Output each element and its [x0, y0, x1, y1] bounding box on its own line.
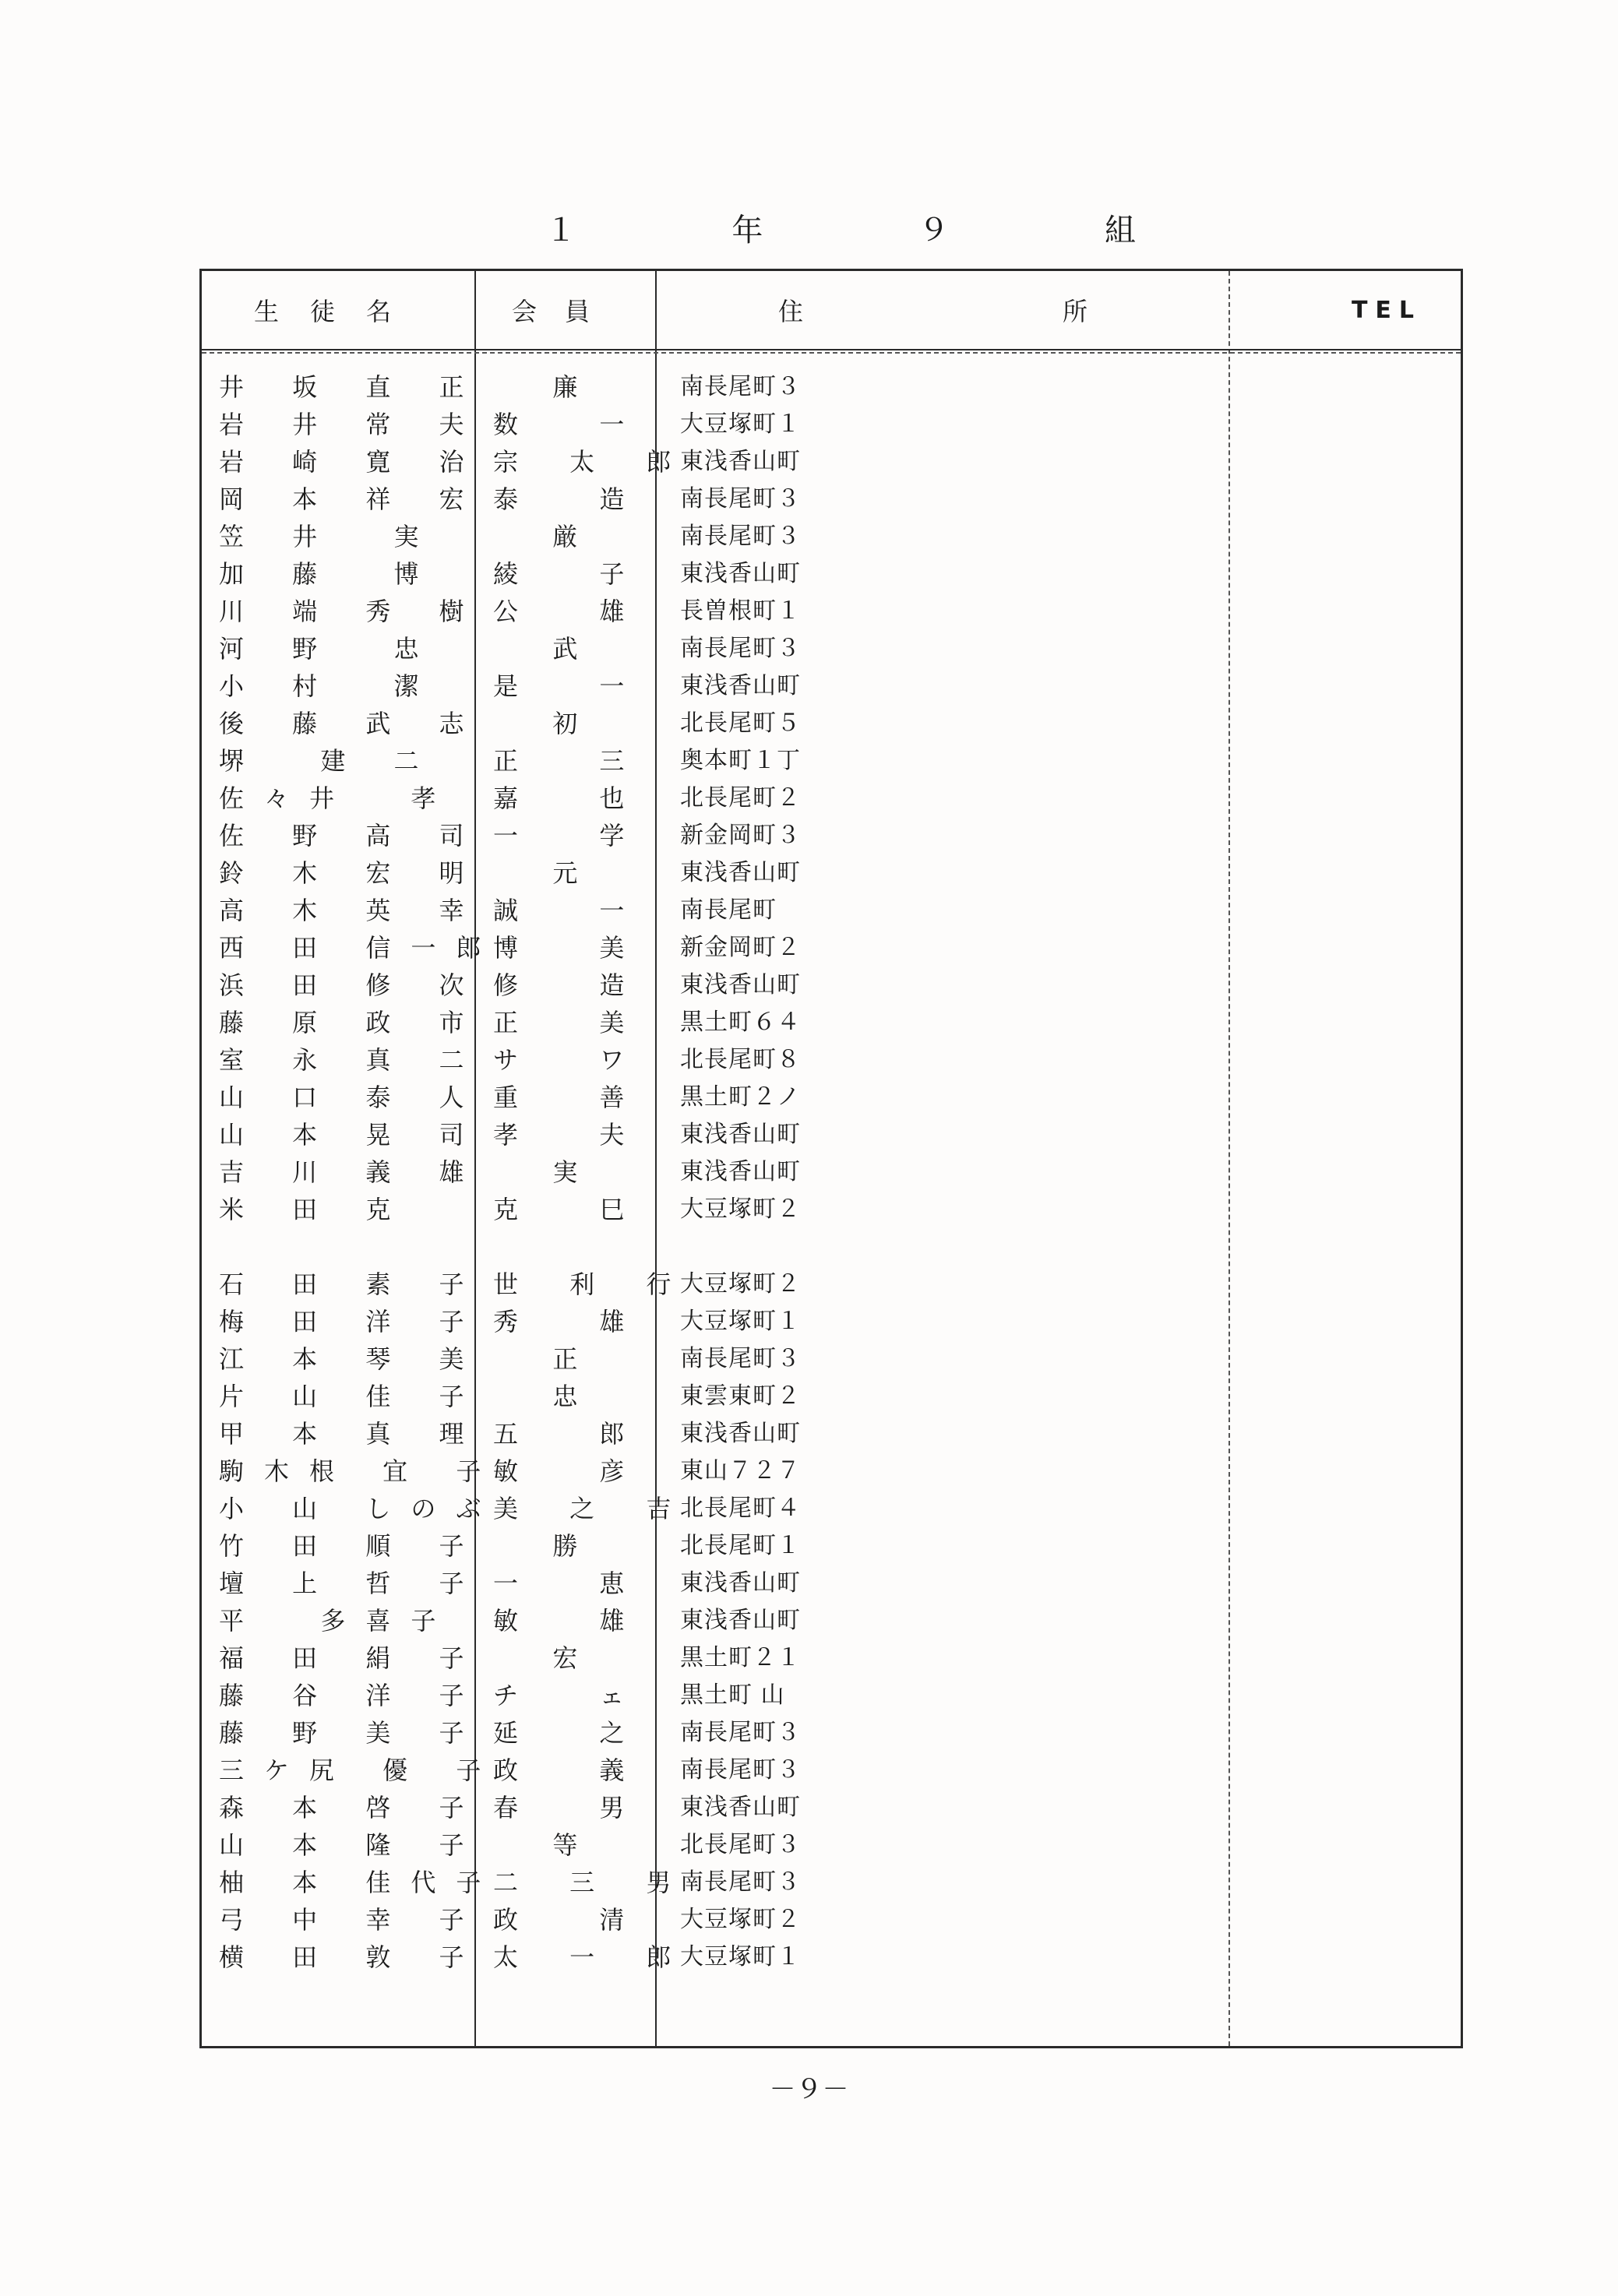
title-year-char: 年 [731, 212, 765, 248]
address: 東浅香山町 [680, 448, 801, 475]
address: 大豆塚町２ [680, 1196, 801, 1223]
member-name: 等 [493, 1830, 629, 1860]
student-name: 壇 上 哲 子 [219, 1569, 485, 1598]
address: 東浅香山町 [680, 859, 801, 886]
header-tel: TEL [1351, 296, 1422, 324]
table-row [202, 854, 1461, 892]
title-class-char: 組 [1104, 212, 1137, 248]
member-name: チ ェ [493, 1681, 647, 1710]
student-name: 井 坂 直 正 [219, 372, 485, 402]
member-name: 太 一 郎 [493, 1942, 693, 1972]
address: 東浅香山町 [680, 1420, 801, 1447]
address: 北長尾町８ [680, 1046, 801, 1073]
table-row [202, 1004, 1461, 1041]
student-name: 平 多喜子 [219, 1606, 456, 1636]
member-name: 厳 [493, 522, 629, 551]
address: 大豆塚町１ [680, 1943, 801, 1970]
member-name: 政 義 [493, 1755, 647, 1785]
student-name: 岩 井 常 夫 [219, 410, 485, 439]
table-row [202, 481, 1461, 518]
address: 奥本町１丁 [680, 747, 801, 774]
student-name: 福 田 絹 子 [219, 1643, 485, 1673]
member-name: 正 三 [493, 746, 647, 776]
address: 大豆塚町１ [680, 1308, 801, 1335]
student-name: 梅 田 洋 子 [219, 1307, 485, 1336]
table-row [202, 1901, 1461, 1939]
header-students: 生徒名 [253, 297, 422, 326]
address: 北長尾町３ [680, 1831, 801, 1858]
member-name: 敏 彦 [493, 1456, 647, 1486]
table-row [202, 1714, 1461, 1752]
student-name: 岡 本 祥 宏 [219, 484, 485, 514]
table-row [202, 1565, 1461, 1602]
table-row [202, 1266, 1461, 1303]
member-name: 敏 雄 [493, 1606, 647, 1636]
table-row [202, 1677, 1461, 1714]
address: 東山７２７ [680, 1457, 801, 1484]
member-name: 数 一 [493, 410, 647, 439]
table-row [202, 518, 1461, 555]
header-address-1: 住 [778, 297, 804, 326]
table-row [202, 368, 1461, 406]
student-name: 藤 谷 洋 子 [219, 1681, 485, 1710]
address: 南長尾町３ [680, 373, 801, 400]
header-address-2: 所 [1063, 297, 1088, 326]
student-name: 藤 原 政 市 [219, 1008, 485, 1037]
address: 黒土町６４ [680, 1009, 801, 1036]
member-name: 廉 [493, 372, 629, 402]
student-name: 片 山 佳 子 [219, 1382, 485, 1411]
table-row [202, 1378, 1461, 1415]
roster-table [199, 269, 1463, 2048]
address: 北長尾町１ [680, 1532, 801, 1559]
address: 長曽根町１ [680, 597, 801, 625]
header-members: 会員 [511, 297, 618, 326]
table-row [202, 1153, 1461, 1191]
member-name: 一 恵 [493, 1569, 647, 1598]
address: 東浅香山町 [680, 1158, 801, 1185]
address: 南長尾町３ [680, 635, 801, 662]
address: 東浅香山町 [680, 560, 801, 587]
table-row [202, 1490, 1461, 1527]
table-row [202, 1826, 1461, 1864]
member-name: 正 美 [493, 1008, 647, 1037]
address: 東浅香山町 [680, 1607, 801, 1634]
address: 北長尾町４ [680, 1495, 801, 1522]
student-name: 堺 建 二 [219, 746, 439, 776]
address: 南長尾町３ [680, 1868, 801, 1896]
student-name: 鈴 木 宏 明 [219, 858, 485, 888]
member-name: 春 男 [493, 1793, 647, 1822]
student-name: 三ケ尻 優 子 [219, 1755, 502, 1785]
address: 南長尾町 [680, 896, 777, 924]
student-name: 浜 田 修 次 [219, 970, 485, 1000]
address: 新金岡町３ [680, 822, 801, 849]
table-row [202, 967, 1461, 1004]
member-name: 克 巳 [493, 1195, 647, 1224]
student-name: 山 口 泰 人 [219, 1083, 485, 1112]
table-row [202, 742, 1461, 780]
student-name: 高 木 英 幸 [219, 896, 485, 925]
student-name: 山 本 隆 子 [219, 1830, 485, 1860]
table-row [202, 406, 1461, 443]
table-row [202, 705, 1461, 742]
member-name: 泰 造 [493, 484, 647, 514]
roster-rows [202, 368, 1461, 1976]
member-name: 博 美 [493, 933, 647, 963]
table-row [202, 593, 1461, 630]
student-name: 駒木根 宜 子 [219, 1456, 502, 1486]
member-name: 嘉 也 [493, 784, 647, 813]
student-name: 小 山 しのぶ [219, 1494, 502, 1523]
address: 南長尾町３ [680, 1345, 801, 1372]
member-name: 世 利 行 [493, 1269, 693, 1299]
table-row [202, 555, 1461, 593]
student-name: 加 藤 博 [219, 559, 439, 589]
table-row [202, 1752, 1461, 1789]
member-name: 実 [493, 1157, 629, 1187]
address: 東浅香山町 [680, 1569, 801, 1597]
address: 南長尾町３ [680, 523, 801, 550]
table-row [202, 1303, 1461, 1340]
student-name: 柚 本 佳代子 [219, 1868, 502, 1897]
student-name: 笠 井 実 [219, 522, 439, 551]
table-row [202, 817, 1461, 854]
student-name: 米 田 克 [219, 1195, 439, 1224]
student-name: 後 藤 武 志 [219, 709, 485, 738]
member-name: 勝 [493, 1531, 629, 1561]
header-divider [202, 349, 1461, 350]
table-row [202, 1527, 1461, 1565]
student-name: 佐 野 高 司 [219, 821, 485, 850]
member-name: サ ワ [493, 1045, 647, 1075]
address: 大豆塚町２ [680, 1906, 801, 1933]
header-divider-dashed [202, 352, 1461, 354]
table-row [202, 443, 1461, 481]
member-name: 公 雄 [493, 597, 647, 626]
address: 南長尾町３ [680, 1756, 801, 1784]
page-number: －９－ [769, 2074, 849, 2105]
member-name: 是 一 [493, 671, 647, 701]
address: 南長尾町３ [680, 485, 801, 512]
address: 東浅香山町 [680, 971, 801, 998]
member-name: 宏 [493, 1643, 629, 1673]
student-name: 小 村 潔 [219, 671, 439, 701]
address: 東浅香山町 [680, 672, 801, 699]
address: 黒土町２ノ [680, 1083, 801, 1111]
student-name: 佐々井 孝 [219, 784, 456, 813]
address: 東浅香山町 [680, 1794, 801, 1821]
title-class-number: ９ [918, 212, 951, 248]
address: 東雲東町２ [680, 1382, 801, 1410]
student-name: 川 端 秀 樹 [219, 597, 485, 626]
student-name: 岩 崎 寛 治 [219, 447, 485, 477]
student-name: 江 本 琴 美 [219, 1344, 485, 1374]
address: 大豆塚町２ [680, 1270, 801, 1298]
table-row [202, 1340, 1461, 1378]
member-name: 初 [493, 709, 629, 738]
address: 南長尾町３ [680, 1719, 801, 1746]
member-name: 綾 子 [493, 559, 647, 589]
table-row [202, 780, 1461, 817]
member-name: 重 善 [493, 1083, 647, 1112]
title-grade: １ [545, 212, 578, 248]
member-name: 武 [493, 634, 629, 664]
table-row [202, 1639, 1461, 1677]
member-name: 秀 雄 [493, 1307, 647, 1336]
member-name: 美 之 吉 [493, 1494, 693, 1523]
table-row [202, 630, 1461, 667]
table-row [202, 1939, 1461, 1976]
table-row [202, 667, 1461, 705]
student-name: 弓 中 幸 子 [219, 1905, 485, 1935]
student-name: 西 田 信一郎 [219, 933, 502, 963]
member-name: 忠 [493, 1382, 629, 1411]
address: 北長尾町５ [680, 710, 801, 737]
member-name: 誠 一 [493, 896, 647, 925]
table-row [202, 1116, 1461, 1153]
table-row [202, 1415, 1461, 1453]
table-row [202, 1602, 1461, 1639]
table-row [202, 1789, 1461, 1826]
student-name: 吉 川 義 雄 [219, 1157, 485, 1187]
member-name: 元 [493, 858, 629, 888]
table-row [202, 929, 1461, 967]
table-row [202, 892, 1461, 929]
address: 新金岡町２ [680, 934, 801, 961]
student-name: 藤 野 美 子 [219, 1718, 485, 1748]
page-title [545, 204, 1137, 251]
member-name: 延 之 [493, 1718, 647, 1748]
student-name: 河 野 忠 [219, 634, 439, 664]
address: 黒土町 山 [680, 1682, 785, 1709]
address: 東浅香山町 [680, 1121, 801, 1148]
student-name: 石 田 素 子 [219, 1269, 485, 1299]
member-name: 二 三 男 [493, 1868, 693, 1897]
student-name: 森 本 啓 子 [219, 1793, 485, 1822]
table-row [202, 1079, 1461, 1116]
address: 黒土町２１ [680, 1644, 801, 1671]
address: 北長尾町２ [680, 784, 801, 812]
student-name: 室 永 真 二 [219, 1045, 485, 1075]
student-name: 山 本 晃 司 [219, 1120, 485, 1150]
member-name: 正 [493, 1344, 629, 1374]
table-row [202, 1041, 1461, 1079]
address: 大豆塚町１ [680, 410, 801, 438]
table-row [202, 1453, 1461, 1490]
member-name: 宗 太 郎 [493, 447, 693, 477]
member-name: 一 学 [493, 821, 647, 850]
member-name: 政 清 [493, 1905, 647, 1935]
table-row [202, 1191, 1461, 1228]
student-name: 竹 田 順 子 [219, 1531, 485, 1561]
student-name: 横 田 敦 子 [219, 1942, 485, 1972]
member-name: 修 造 [493, 970, 647, 1000]
table-row [202, 1864, 1461, 1901]
member-name: 孝 夫 [493, 1120, 647, 1150]
member-name: 五 郎 [493, 1419, 647, 1449]
student-name: 甲 本 真 理 [219, 1419, 485, 1449]
